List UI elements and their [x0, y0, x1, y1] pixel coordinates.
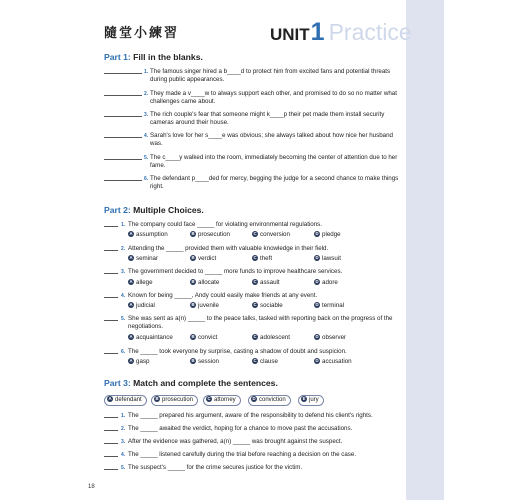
option-b[interactable] — [190, 231, 230, 238]
option-letter-badge: A — [129, 255, 133, 261]
answer-blank[interactable] — [104, 469, 118, 470]
question-number: 6. — [121, 349, 126, 355]
option-letter-badge: A — [129, 302, 133, 308]
answer-blank[interactable] — [104, 297, 118, 298]
word-bank-item[interactable] — [298, 395, 324, 406]
question-text: The rich couple's fear that someone might k____p their pet made them install security cameras around their house. — [150, 111, 385, 126]
option-text: seminar — [136, 255, 159, 262]
option-letter-badge: A — [108, 396, 112, 402]
question-number: 4. — [144, 133, 149, 139]
question-text: The famous singer hired a b____d to protect him from excited fans and potential threats during public appearances. — [150, 68, 391, 83]
answer-blank[interactable] — [104, 353, 118, 354]
word-text: conviction — [259, 397, 286, 403]
word-bank-item[interactable] — [203, 395, 241, 406]
answer-blank[interactable] — [104, 456, 118, 457]
option-letter-badge: B — [191, 255, 195, 261]
part1-label: Part 1: — [104, 52, 131, 62]
option-letter-badge: D — [252, 396, 256, 402]
answer-blank[interactable] — [104, 417, 118, 418]
option-letter-badge: C — [253, 334, 257, 340]
question-text: Attending the _____ provided them with valuable knowledge in their field. — [128, 245, 329, 252]
question-text: The government decided to _____ more funds to improve healthcare services. — [128, 268, 343, 275]
question-text: They made a v____w to always support each other, and promised to do so no matter what challenges came about. — [150, 90, 397, 105]
answer-blank[interactable] — [104, 116, 142, 117]
answer-blank[interactable] — [104, 137, 142, 138]
word-bank-item[interactable] — [104, 395, 147, 406]
answer-blank[interactable] — [104, 320, 118, 321]
part3-heading — [104, 378, 278, 388]
question-text: Known for being _____, Andy could easily make friends at any event. — [128, 292, 318, 299]
option-text: adore — [322, 279, 338, 286]
question-text: The _____ awaited the verdict, hoping for a chance to move past the accusations. — [128, 425, 353, 432]
option-letter-badge: B — [191, 302, 195, 308]
question-number: 6. — [144, 176, 149, 182]
option-letter-badge: D — [315, 255, 319, 261]
answer-blank[interactable] — [104, 443, 118, 444]
option-text: convict — [198, 334, 218, 341]
question-text: Sarah's love for her s____e was obvious; she always talked about how nice her husband was. — [150, 132, 393, 147]
question-text: The defendant p____ded for mercy, begging the judge for a second chance to make things right. — [150, 175, 399, 190]
option-text: terminal — [322, 302, 345, 309]
question-number: 5. — [144, 155, 149, 161]
question-text: The suspect's _____ for the crime secures justice for the victim. — [128, 464, 303, 471]
option-text: clause — [260, 358, 278, 365]
question-number: 2. — [144, 91, 149, 97]
option-text: conversion — [260, 231, 290, 238]
option-text: accusation — [322, 358, 352, 365]
option-b[interactable] — [190, 302, 219, 309]
option-text: allocate — [198, 279, 220, 286]
option-text: session — [198, 358, 219, 365]
question-text: The _____ prepared his argument, aware of the responsibility to defend his client's rights. — [128, 412, 373, 419]
option-letter-badge: C — [253, 255, 257, 261]
question-text: The company could face _____ for violating environmental regulations. — [128, 221, 322, 228]
chinese-title: 隨堂小練習 — [104, 26, 180, 41]
word-text: attorney — [214, 397, 236, 403]
option-b[interactable] — [190, 279, 219, 286]
option-d[interactable] — [314, 255, 341, 262]
option-d[interactable] — [314, 231, 341, 238]
option-d[interactable] — [314, 358, 352, 365]
option-d[interactable] — [314, 334, 346, 341]
option-letter-badge: D — [315, 302, 319, 308]
option-a[interactable] — [128, 358, 149, 365]
question-number: 3. — [121, 269, 126, 275]
word-bank-item[interactable] — [248, 395, 291, 406]
option-text: observer — [322, 334, 347, 341]
question-number: 2. — [121, 246, 126, 252]
option-text: juvenile — [198, 302, 219, 309]
option-letter-badge: D — [315, 358, 319, 364]
option-letter-badge: C — [253, 279, 257, 285]
answer-blank[interactable] — [104, 273, 118, 274]
answer-blank[interactable] — [104, 95, 142, 96]
option-letter-badge: B — [191, 334, 195, 340]
question-number: 2. — [121, 426, 126, 432]
option-text: theft — [260, 255, 273, 262]
option-c[interactable] — [252, 231, 290, 238]
option-letter-badge: E — [302, 396, 306, 402]
part3-label: Part 3: — [104, 378, 131, 388]
option-letter-badge: A — [129, 334, 133, 340]
question-number: 5. — [121, 465, 126, 471]
part3-title: Match and complete the sentences. — [133, 378, 278, 388]
answer-blank[interactable] — [104, 226, 118, 227]
option-b[interactable] — [190, 358, 219, 365]
option-text: assumption — [136, 231, 168, 238]
option-letter-badge: B — [155, 396, 159, 402]
option-letter-badge: C — [253, 302, 257, 308]
option-text: gasp — [136, 358, 150, 365]
option-letter-badge: C — [253, 231, 257, 237]
part1-heading — [104, 52, 203, 62]
option-a[interactable] — [128, 279, 153, 286]
question-text: After the evidence was gathered, a(n) _____ was brought against the suspect. — [128, 438, 343, 445]
option-text: adolescent — [260, 334, 290, 341]
question-number: 1. — [121, 222, 126, 228]
question-text: The c____y walked into the room, immediately becoming the center of attention due to her fame. — [150, 154, 398, 169]
question-text: The _____ took everyone by surprise, casting a shadow of doubt and suspicion. — [128, 348, 347, 355]
option-text: sociable — [260, 302, 283, 309]
word-bank-item[interactable] — [151, 395, 198, 406]
option-b[interactable] — [190, 334, 217, 341]
option-letter-badge: C — [207, 396, 211, 402]
option-a[interactable] — [128, 334, 173, 341]
question-text: The _____ listened carefully during the trial before reaching a decision on the case. — [128, 451, 357, 458]
option-letter-badge: B — [191, 279, 195, 285]
option-text: assault — [260, 279, 280, 286]
option-letter-badge: C — [253, 358, 257, 364]
question-number: 4. — [121, 452, 126, 458]
question-number: 1. — [144, 69, 149, 75]
question-text: She was sent as a(n) _____ to the peace talks, tasked with reporting back on the progress of the negotiations. — [128, 315, 393, 330]
option-text: lawsuit — [322, 255, 341, 262]
option-letter-badge: D — [315, 279, 319, 285]
option-text: verdict — [198, 255, 217, 262]
part2-heading — [104, 205, 204, 215]
option-d[interactable] — [314, 302, 344, 309]
part1-title: Fill in the blanks. — [133, 52, 203, 62]
part2-label: Part 2: — [104, 205, 131, 215]
option-c[interactable] — [252, 255, 272, 262]
question-number: 3. — [144, 112, 149, 118]
answer-blank[interactable] — [104, 250, 118, 251]
unit-title — [270, 18, 412, 47]
option-a[interactable] — [128, 255, 158, 262]
worksheet-page — [88, 0, 412, 500]
option-c[interactable] — [252, 358, 278, 365]
option-text: acquaintance — [136, 334, 173, 341]
option-a[interactable] — [128, 302, 155, 309]
option-letter-badge: D — [315, 334, 319, 340]
question-number: 4. — [121, 293, 126, 299]
option-a[interactable] — [128, 231, 168, 238]
answer-blank[interactable] — [104, 159, 142, 160]
answer-blank[interactable] — [104, 73, 142, 74]
option-letter-badge: A — [129, 279, 133, 285]
unit-number: 1 — [310, 18, 325, 46]
option-text: pledge — [322, 231, 341, 238]
option-b[interactable] — [190, 255, 216, 262]
option-text: allege — [136, 279, 153, 286]
option-c[interactable] — [252, 302, 283, 309]
practice-word: Practice — [328, 19, 412, 45]
answer-blank[interactable] — [104, 180, 142, 181]
option-d[interactable] — [314, 279, 338, 286]
answer-blank[interactable] — [104, 430, 118, 431]
option-letter-badge: D — [315, 231, 319, 237]
word-text: defendant — [115, 397, 142, 403]
option-c[interactable] — [252, 334, 290, 341]
page-number: 18 — [88, 484, 95, 490]
option-letter-badge: B — [191, 358, 195, 364]
option-letter-badge: A — [129, 358, 133, 364]
question-number: 1. — [121, 413, 126, 419]
option-letter-badge: B — [191, 231, 195, 237]
option-text: judicial — [136, 302, 155, 309]
option-letter-badge: A — [129, 231, 133, 237]
option-c[interactable] — [252, 279, 280, 286]
part2-title: Multiple Choices. — [133, 205, 204, 215]
question-number: 3. — [121, 439, 126, 445]
page-edge-strip — [406, 0, 444, 500]
option-text: prosecution — [198, 231, 230, 238]
question-number: 5. — [121, 316, 126, 322]
word-text: prosecution — [162, 397, 194, 403]
unit-word: UNIT — [270, 25, 310, 44]
word-text: jury — [309, 397, 319, 403]
